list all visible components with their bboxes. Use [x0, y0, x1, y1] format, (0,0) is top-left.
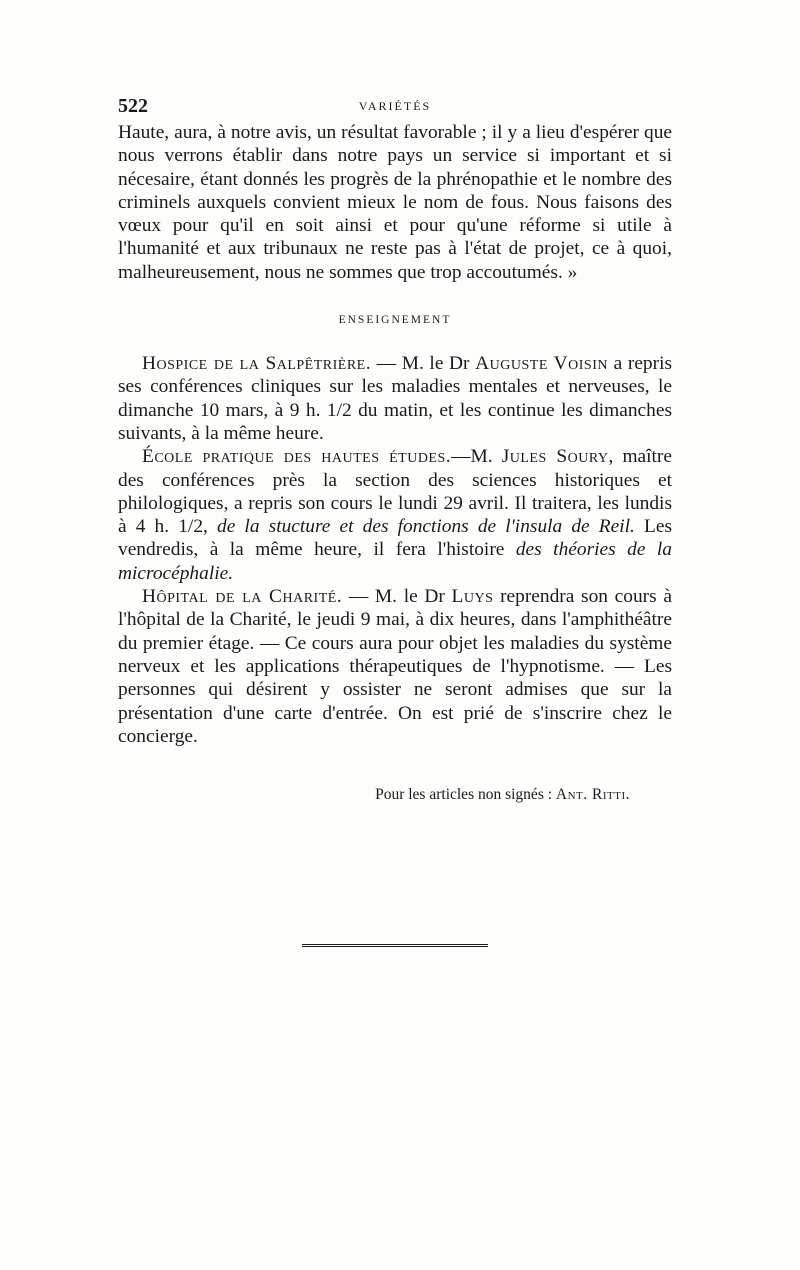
section-title: ENSEIGNEMENT: [338, 314, 452, 327]
ecole-text1: , maître des conférences près la section des sciences historiques et philologiques, a repris son cours le lundi 29 avril. Il traitera, les lundis à 4 h. 1/2,: [118, 446, 672, 538]
ecole-name: Jules Soury: [501, 446, 609, 468]
charite-heading: Hôpital de la Charité.: [142, 586, 343, 608]
page-number: 522: [118, 95, 148, 117]
salpetriere-heading: Hospice de la Salpêtrière.: [142, 353, 372, 375]
charite-name: Luys: [451, 586, 494, 608]
salpetriere-text: a repris ses conférences cliniques sur les maladies mentales et nerveuses, le dimanche 10 mars, à 9 h. 1/2 du matin, et les continue les dimanches suivants, à la même heure.: [118, 353, 673, 444]
intro-paragraph: Haute, aura, à notre avis, un résultat favorable ; il y a lieu d'espérer que nous verrons établir dans notre pays un service si important et si nécesaire, étant donnés les progrès de la phrénopathie et le nombre des criminels auxquels convient mieux le nom de fous. Nous faisons des vœux pour qu'il en soit ainsi et pour qu'une réforme si utile à l'humanité et aux tribunaux ne reste pas à l'état de projet, ce à quoi, malheureusement, nous ne sommes que trop accoutumés. »: [118, 122, 672, 283]
salpetriere-lead: — M. le Dr: [371, 353, 476, 375]
signature-author: Ant. Ritti.: [555, 786, 630, 804]
ecole-paragraph: [118, 445, 672, 585]
ecole-italic2: des théories de la microcéphalie.: [118, 539, 672, 584]
charite-text: reprendra son cours à l'hôpital de la Charité, le jeudi 9 mai, à dix heures, dans l'amphithéâtre du premier étage. — Ce cours aura pour objet les maladies du système nerveux et les applications thérapeutiques de l'hypnotisme. — Les personnes qui désirent y ossister ne seront admises que sur la présentation d'une carte d'entrée. On est prié de s'inscrire chez le concierge.: [118, 586, 672, 747]
ecole-text2: Les vendredis, à la même heure, il fera l'histoire: [118, 516, 672, 561]
charite-lead: — M. le Dr: [342, 586, 452, 608]
salpetriere-name: Auguste Voisin: [475, 353, 608, 375]
salpetriere-paragraph: [118, 352, 672, 445]
charite-paragraph: [118, 585, 672, 748]
signature-line: [118, 786, 672, 804]
document-page: [118, 95, 672, 947]
signature-label: Pour les articles non signés :: [375, 786, 556, 804]
page-header: [118, 95, 672, 121]
ecole-heading: École pratique des hautes études.: [142, 446, 452, 468]
closing-rule: [302, 944, 488, 947]
running-head: VARIÉTÉS: [358, 99, 432, 113]
ecole-italic1: de la stucture et des fonctions de l'insula de Reil.: [217, 516, 635, 538]
ecole-lead: —M.: [451, 446, 502, 468]
